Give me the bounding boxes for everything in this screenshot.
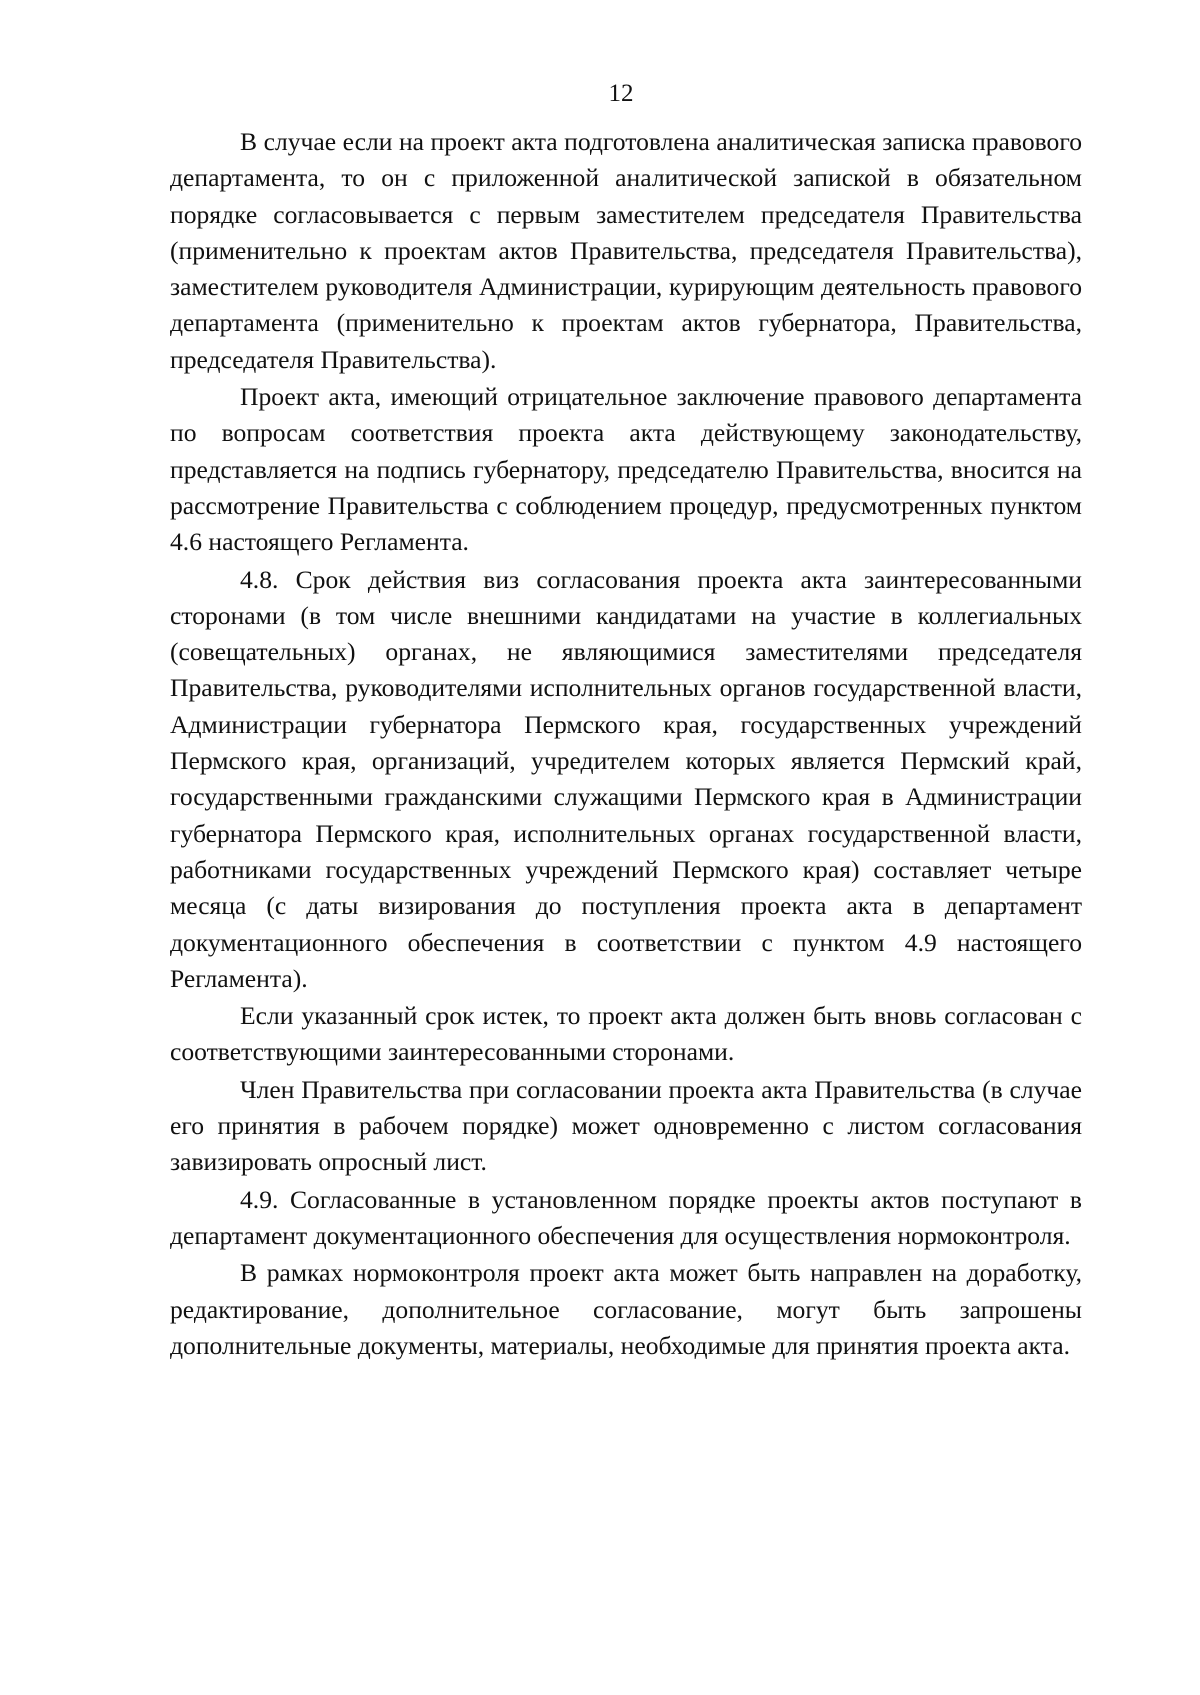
paragraph-negative-conclusion: Проект акта, имеющий отрицательное заключение правового департамента по вопросам соответствия проекта акта действующему законодательству, представляется на подпись губернатору, председателю Правительства, вносится на рассмотрение Правительства с соблюдением процедур, предусмотренных пунктом 4.6 настоящего Регламента. [170, 382, 1082, 557]
page-number: 12 [608, 80, 634, 107]
paragraph-4-8-visa-validity: 4.8. Срок действия виз согласования проекта акта заинтересованными сторонами (в том числе внешними кандидатами на участие в коллегиальных (совещательных) органах, не являющимися заместителями председателя Правительства, руководителями исполнительных органов государственной власти, Администрации губернатора Пермского края, государственных учреждений Пермского края, организаций, учредителем которых является Пермский край, государственными гражданскими служащими Пермского края в Администрации губернатора Пермского края, исполнительных органах государственной власти, работниками государственных учреждений Пермского края) составляет четыре месяца (с даты визирования до поступления проекта акта в департамент документационного обеспечения в соответствии с пунктом 4.9 настоящего Регламента). [170, 564, 1082, 993]
paragraph-analytical-note: В случае если на проект акта подготовлена аналитическая записка правового департамента, то он с приложенной аналитической запиской в обязательном порядке согласовывается с первым заместителем председателя Правительства (применительно к проектам актов Правительства, председателя Правительства), заместителем руководителя Администрации, курирующим деятельность правового департамента (применительно к проектам актов губернатора, Правительства, председателя Правительства). [170, 127, 1082, 374]
paragraph-norm-control: В рамках нормоконтроля проект акта может быть направлен на доработку, редактирование, дополнительное согласование, могут быть запрошены дополнительные документы, материалы, необходимые для принятия проекта акта. [170, 1258, 1082, 1360]
paragraph-expired-term: Если указанный срок истек, то проект акта должен быть вновь согласован с соответствующими заинтересованными сторонами. [170, 1001, 1082, 1067]
paragraph-4-9-approved-projects: 4.9. Согласованные в установленном порядке проекты актов поступают в департамент документационного обеспечения для осуществления нормоконтроля. [170, 1184, 1082, 1250]
paragraph-government-member: Член Правительства при согласовании проекта акта Правительства (в случае его принятия в рабочем порядке) может одновременно с листом согласования завизировать опросный лист. [170, 1074, 1082, 1177]
document-body [170, 124, 1082, 1364]
